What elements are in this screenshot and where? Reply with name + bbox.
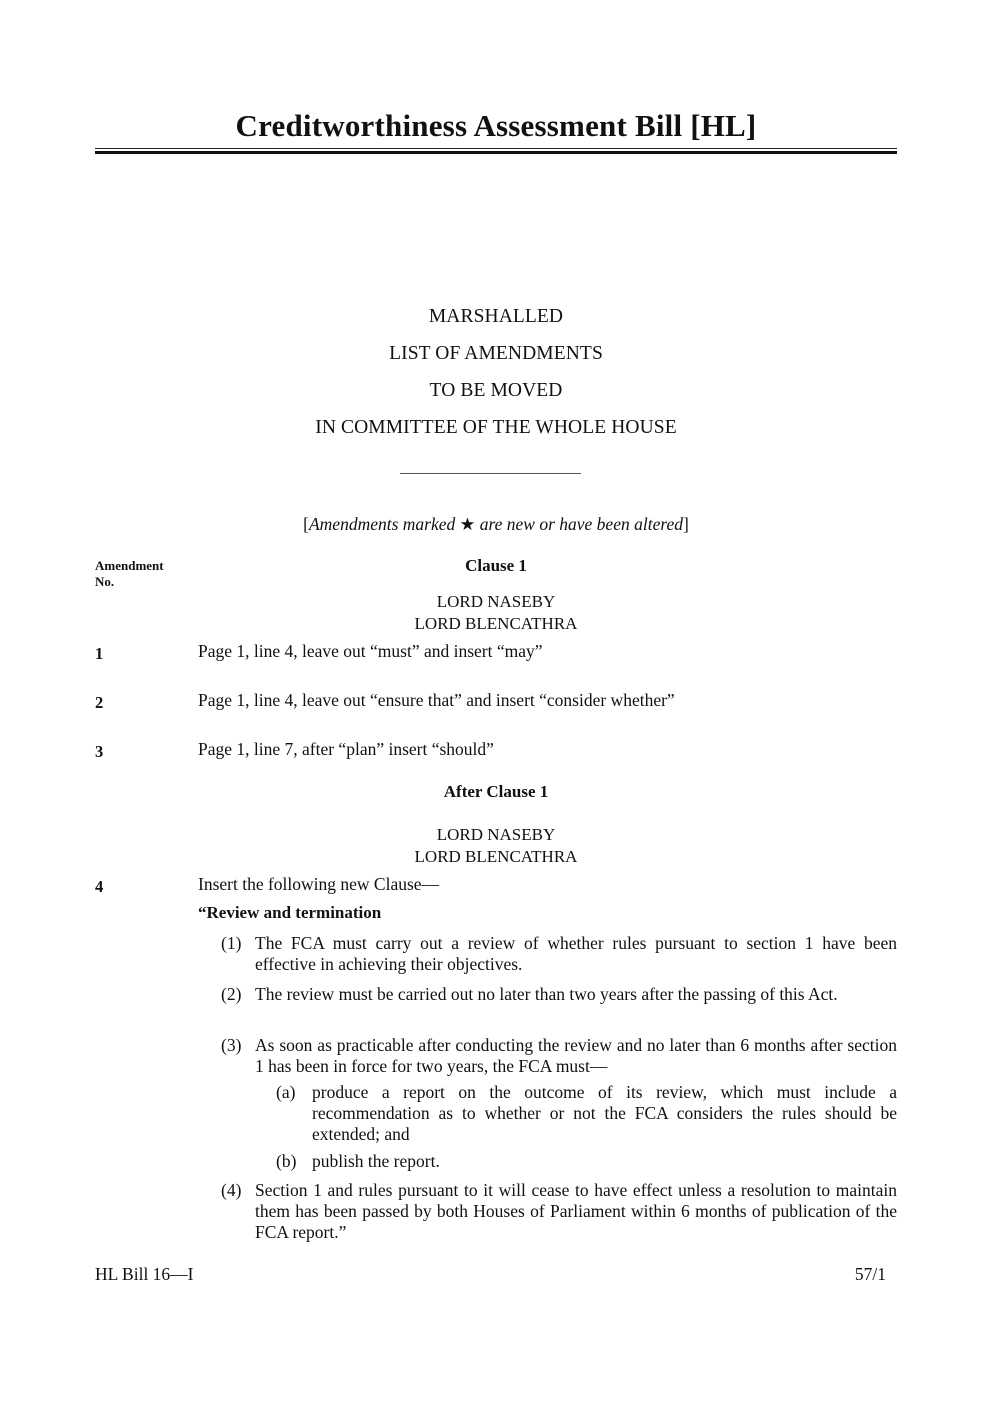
subsection <box>221 1035 897 1077</box>
subsection <box>221 984 897 1005</box>
amendment-number: 3 <box>95 742 104 761</box>
note-open-bracket: [ <box>303 514 309 534</box>
paragraph-text: publish the report. <box>312 1151 440 1171</box>
amendment-text: Insert the following new Clause— <box>198 874 440 894</box>
section-heading-clause-1: Clause 1 <box>465 556 527 575</box>
subsection-text: As soon as practicable after conducting the review and no later than 6 months after section 1 has been in force for two years, the FCA must— <box>255 1035 897 1076</box>
amendment-text: Page 1, line 4, leave out “ensure that” and insert “consider whether” <box>198 690 675 710</box>
amendment-text: Page 1, line 4, leave out “must” and insert “may” <box>198 641 543 661</box>
heading-committee: IN COMMITTEE OF THE WHOLE HOUSE <box>315 417 677 438</box>
bill-title: Creditworthiness Assessment Bill [HL] <box>235 108 757 143</box>
subsection <box>221 1180 897 1243</box>
amendment-number: 1 <box>95 644 104 663</box>
heading-divider <box>400 473 581 474</box>
page-reference: 57/1 <box>854 1264 886 1284</box>
paragraph-text: produce a report on the outcome of its review, which must include a recommendation as to whether or not the FCA considers the rules should be extended; and <box>312 1082 897 1144</box>
heading-marshalled: MARSHALLED <box>428 306 564 327</box>
amendment-label: Amendment <box>95 558 164 573</box>
member-name: LORD NASEBY <box>436 825 556 844</box>
paragraph-label: (a) <box>276 1082 296 1102</box>
paragraph-label: (b) <box>276 1151 297 1171</box>
member-name: LORD BLENCATHRA <box>414 847 578 866</box>
star-icon: ★ <box>459 514 476 534</box>
title-rule-thin <box>95 148 897 149</box>
member-name: LORD BLENCATHRA <box>414 614 578 633</box>
subsection-text: The review must be carried out no later than two years after the passing of this Act. <box>255 984 838 1004</box>
subsection-label: (1) <box>221 933 242 953</box>
title-rule-thick <box>95 151 897 154</box>
subsection <box>221 933 897 975</box>
heading-list-of-amendments: LIST OF AMENDMENTS <box>389 343 603 364</box>
heading-to-be-moved: TO BE MOVED <box>429 380 563 401</box>
bill-reference: HL Bill 16—I <box>95 1264 194 1284</box>
note-close-bracket: ] <box>683 514 689 534</box>
note-text-after: are new or have been altered <box>479 514 684 534</box>
subsection-label: (3) <box>221 1035 242 1055</box>
paragraph <box>276 1151 897 1172</box>
subsection-text: Section 1 and rules pursuant to it will cease to have effect unless a resolution to maintain them has been passed by both Houses of Parliament within 6 months of publication of the FCA report.” <box>255 1180 897 1242</box>
member-name: LORD NASEBY <box>436 592 556 611</box>
subsection-text: The FCA must carry out a review of whether rules pursuant to section 1 have been effective in achieving their objectives. <box>255 933 897 974</box>
amendment-number: 2 <box>95 693 104 712</box>
subsection-label: (2) <box>221 984 242 1004</box>
amendments-note <box>95 512 897 536</box>
paragraph <box>276 1082 897 1145</box>
number-label: No. <box>95 574 115 589</box>
note-text-before: Amendments marked <box>308 514 456 534</box>
section-heading-after-clause-1: After Clause 1 <box>443 782 549 801</box>
amendment-text: Page 1, line 7, after “plan” insert “should” <box>198 739 494 759</box>
subsection-label: (4) <box>221 1180 242 1200</box>
new-clause-title: “Review and termination <box>198 903 382 922</box>
amendment-number: 4 <box>95 877 104 896</box>
